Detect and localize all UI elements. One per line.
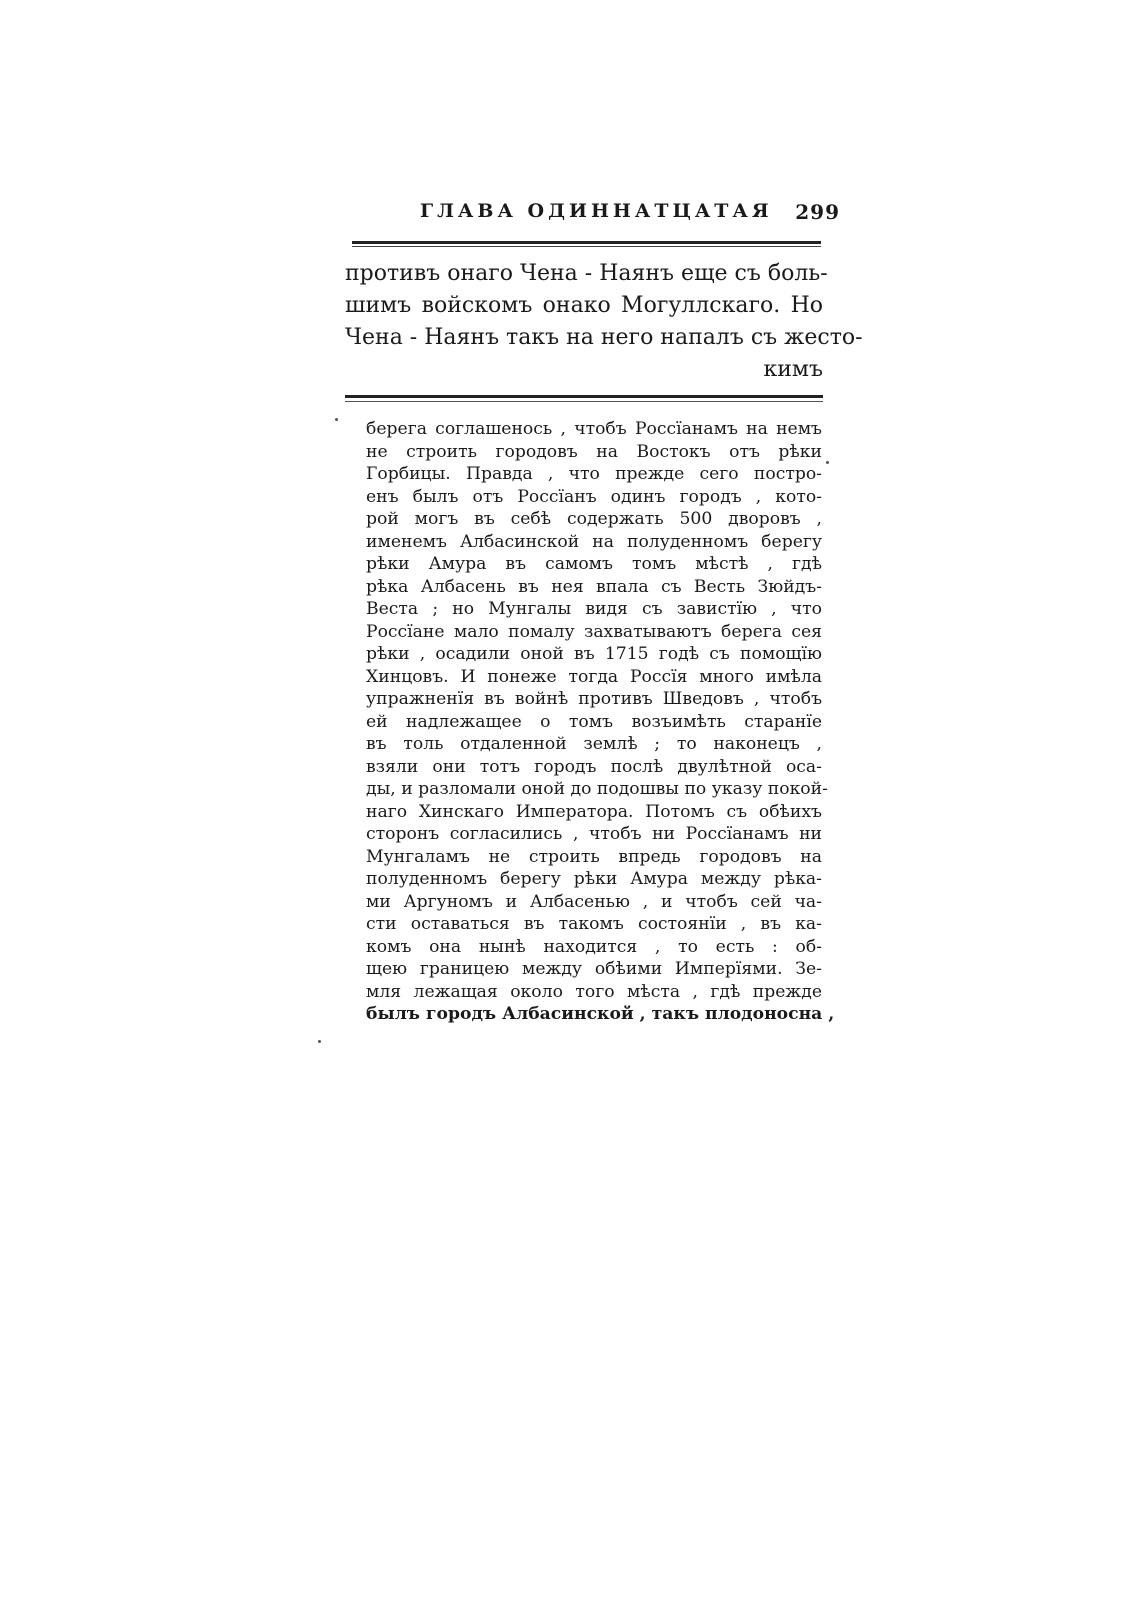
body-text-line: комъ она нынѣ находится , то есть : об- bbox=[366, 936, 822, 957]
header-rule-thin bbox=[352, 246, 821, 247]
body-text-line: Веста ; но Мунгалы видя съ завистïю , что bbox=[366, 599, 822, 619]
scan-speck bbox=[826, 461, 829, 464]
upper-text-line: шимъ войскомъ онако Могуллскаго. Но bbox=[345, 293, 823, 318]
section-rule bbox=[345, 395, 823, 398]
chapter-title: ГЛАВА ОДИННАТЦАТАЯ bbox=[420, 200, 773, 222]
body-text-line: не строить городовъ на Востокъ отъ рѣки bbox=[366, 441, 822, 462]
catchword: кимъ bbox=[763, 357, 823, 382]
body-text-line: Хинцовъ. И понеже тогда Россïя много имѣла bbox=[366, 666, 822, 687]
body-text-line: полуденномъ берегу рѣки Амура между рѣка- bbox=[366, 869, 822, 889]
body-text-line: ей надлежащее о томъ возъимѣть старанïе bbox=[366, 711, 822, 732]
body-text-line: взяли они тотъ городъ послѣ двулѣтной оса- bbox=[366, 756, 822, 777]
body-text-line: рѣки Амура въ самомъ томъ мѣстѣ , гдѣ bbox=[366, 554, 822, 574]
body-text-line: наго Хинскаго Императора. Потомъ съ обѣихъ bbox=[366, 801, 822, 822]
body-text-line: сторонъ согласились , чтобъ ни Россïанамъ ни bbox=[366, 824, 822, 844]
scan-speck bbox=[335, 418, 338, 421]
upper-text-line: Чена - Наянъ такъ на него напалъ съ жесто- bbox=[345, 325, 863, 350]
body-text-line: енъ былъ отъ Россïанъ одинъ городъ , кото- bbox=[366, 486, 822, 507]
body-text-block bbox=[366, 418, 835, 1026]
body-text-line: рѣка Албасень въ нея впала съ Весть Зюйдъ- bbox=[366, 576, 822, 597]
body-text-line: былъ городъ Албасинской , такъ плодоносна , bbox=[366, 1004, 835, 1024]
body-text-line: мля лежащая около того мѣста , гдѣ прежде bbox=[366, 981, 822, 1002]
body-text-line: рой могъ въ себѣ содержать 500 дворовъ , bbox=[366, 509, 822, 529]
body-text-line: берега соглашенось , чтобъ Россïанамъ на немъ bbox=[366, 419, 822, 439]
body-text-line: ды, и разломали оной до подошвы по указу покой- bbox=[366, 779, 828, 799]
body-text-line: Россïане мало помалу захватываютъ берега сея bbox=[366, 621, 822, 642]
page-number: 299 bbox=[795, 200, 840, 224]
body-text-line: ми Аргуномъ и Албасенью , и чтобъ сей ча- bbox=[366, 891, 822, 912]
body-text-line: именемъ Албасинской на полуденномъ берегу bbox=[366, 531, 822, 552]
header-rule bbox=[352, 241, 821, 244]
upper-text-line: противъ онаго Чена - Наянъ еще съ боль- bbox=[345, 261, 828, 286]
section-rule-thin bbox=[345, 401, 823, 402]
running-head bbox=[420, 200, 840, 226]
body-text-line: Мунгаламъ не строить впредь городовъ на bbox=[366, 846, 822, 867]
body-text-line: Горбицы. Правда , что прежде сего постро- bbox=[366, 464, 822, 484]
upper-text-block bbox=[345, 258, 863, 386]
body-text-line: щею границею между обѣими Имперïями. Зе- bbox=[366, 959, 822, 979]
body-text-line: сти оставаться въ такомъ состоянïи , въ ка- bbox=[366, 914, 822, 934]
body-text-line: упражненïя въ войнѣ противъ Шведовъ , чтобъ bbox=[366, 689, 822, 709]
body-text-line: въ толь отдаленной землѣ ; то наконецъ , bbox=[366, 734, 822, 754]
scan-speck bbox=[318, 1040, 321, 1043]
body-text-line: рѣки , осадили оной въ 1715 годѣ съ помощïю bbox=[366, 644, 822, 664]
